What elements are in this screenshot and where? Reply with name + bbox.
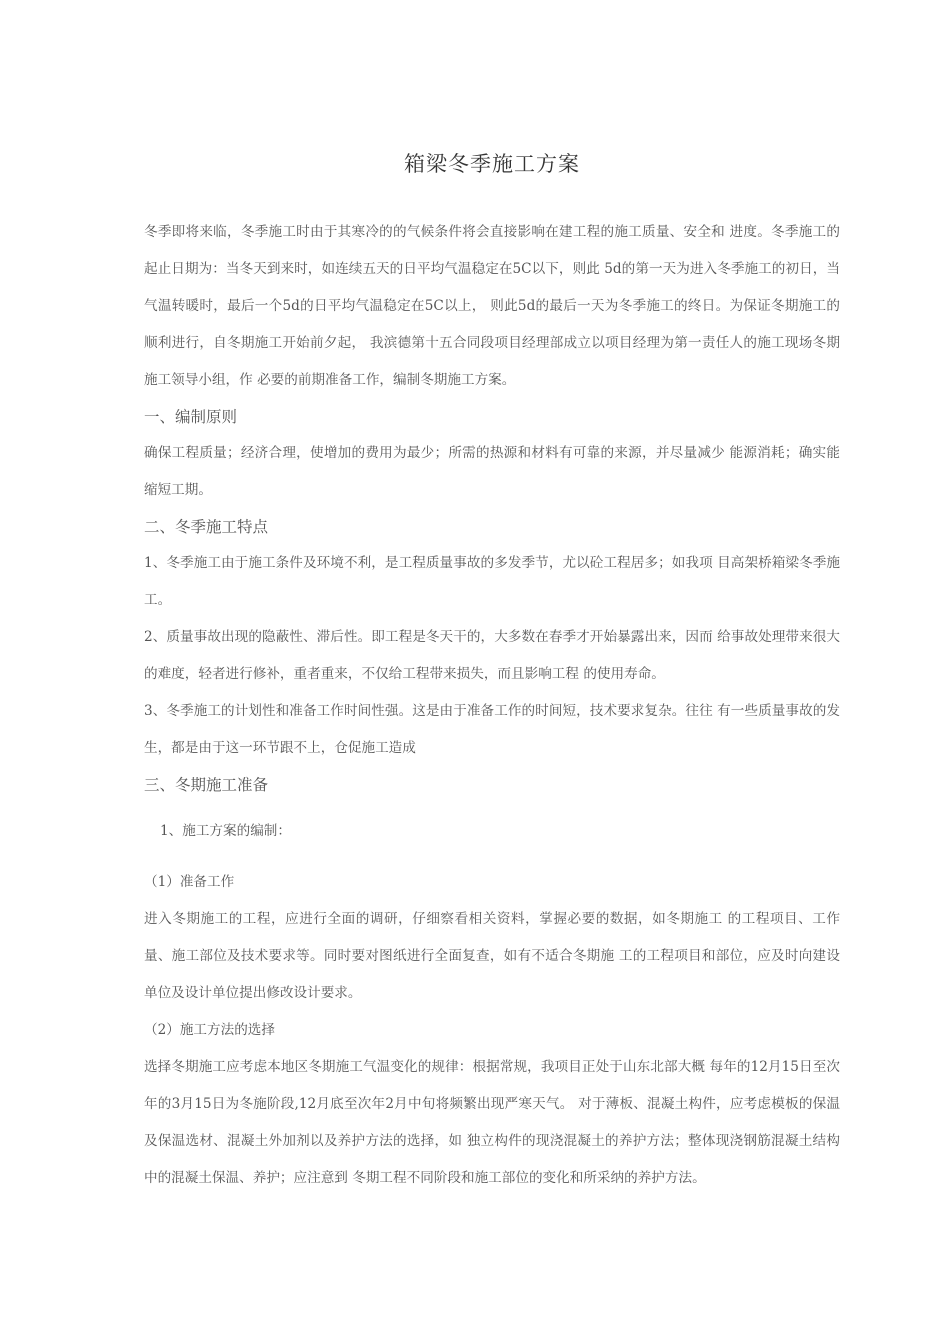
characteristic-item-1: 1、冬季施工由于施工条件及环境不利，是工程质量事故的多发季节，尤以砼工程居多；如我项 目高架桥箱梁冬季施工。 — [144, 555, 840, 608]
preparation-paragraph: 进入冬期施工的工程，应进行全面的调研，仔细察看相关资料，掌握必要的数据，如冬期施工 的工程项目、工作量、施工部位及技术要求等。同时要对图纸进行全面复查，如有不适合冬期施 工的工程项目和部位，应及时向建设单位及设计单位提出修改设计要求。 — [144, 911, 840, 1001]
characteristic-item-2: 2、质量事故出现的隐蔽性、滞后性。即工程是冬天干的，大多数在春季才开始暴露出来，因而 给事故处理带来很大的难度，轻者进行修补，重者重来，不仅给工程带来损失，而且影响工程 的使用寿命。 — [144, 629, 840, 682]
document-body — [144, 214, 840, 1197]
characteristic-item-3: 3、冬季施工的计划性和准备工作时间性强。这是由于准备工作的时间短，技术要求复杂。往往 有一些质量事故的发生，都是由于这一环节跟不上，仓促施工造成 — [144, 703, 840, 756]
document-title: 箱梁冬季施工方案 — [404, 152, 580, 176]
subsection-preparation-heading: （1）准备工作 — [144, 874, 235, 890]
method-paragraph: 选择冬期施工应考虑本地区冬期施工气温变化的规律：根据常规，我项目正处于山东北部大概 每年的12月15日至次年的3月15日为冬施阶段,12月底至次年2月中旬将频繁出现严寒天气。 对于薄板、混凝土构件，应考虑模板的保温及保温选材、混凝土外加剂以及养护方法的选择，如 独立构件的现浇混凝土的养护方法；整体现浇钢筋混凝土结构中的混凝土保温、养护；应注意到 冬期工程不同阶段和施工部位的变化和所采纳的养护方法。 — [144, 1059, 840, 1186]
intro-paragraph: 冬季即将来临，冬季施工时由于其寒冷的的气候条件将会直接影响在建工程的施工质量、安全和 进度。冬季施工的起止日期为：当冬天到来时，如连续五天的日平均气温稳定在5C以下，则此 5d的第一天为进入冬季施工的初日，当气温转暖时，最后一个5d的日平均气温稳定在5C以上， 则此5d的最后一天为冬季施工的终日。为保证冬期施工的顺利进行，自冬期施工开始前夕起， 我滨德第十五合同段项目经理部成立以项目经理为第一责任人的施工现场冬期施工领导小组，作 必要的前期准备工作，编制冬期施工方案。 — [144, 224, 840, 388]
section-heading-principles: 一、编制原则 — [144, 408, 238, 426]
section-heading-preparation: 三、冬期施工准备 — [144, 776, 269, 794]
principles-paragraph: 确保工程质量；经济合理，使增加的费用为最少；所需的热源和材料有可靠的来源，并尽量减少 能源消耗；确实能缩短工期。 — [144, 445, 840, 498]
subsection-plan-compilation: 1、施工方案的编制： — [160, 823, 291, 839]
section-heading-characteristics: 二、冬季施工特点 — [144, 518, 269, 536]
subsection-method-heading: （2）施工方法的选择 — [144, 1022, 275, 1038]
